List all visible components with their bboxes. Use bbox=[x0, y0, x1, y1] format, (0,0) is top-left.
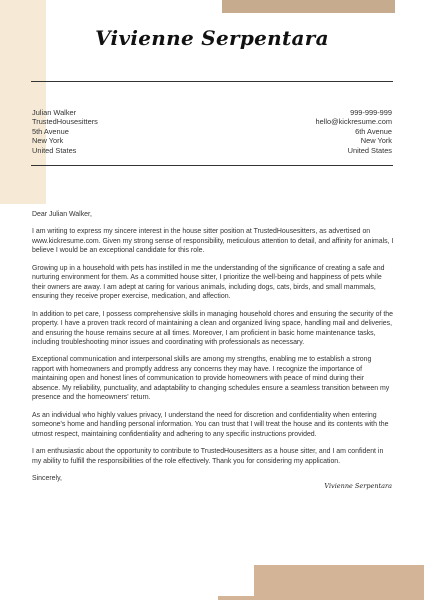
recipient-address bbox=[32, 108, 98, 155]
letter-paragraph: I am writing to express my sincere interest in the house sitter position at TrustedHousesitters, as advertised on www.kickresume.com. Given my strong sense of responsibility, meticulous attention to detail, and affinity for animals, I believe I would be an exceptional candidate for this role. bbox=[32, 228, 394, 255]
letter-paragraph: Exceptional communication and interpersonal skills are among my strengths, enabling me to establish a strong rapport with homeowners and promptly address any concerns they may have. I recognize the importance of maintaining open and honest lines of communication to provide homeowners with peace of mind during their absence. My reliability, punctuality, and adaptability to changing schedules ensure a seamless transition between my presence and the homeowners' return. bbox=[32, 356, 390, 402]
letter-paragraph: I am enthusiastic about the opportunity to contribute to TrustedHousesitters as a house sitter, and I am confident in my ability to fulfill the responsibilities of the role effectively. Thank you for considering my application. bbox=[32, 448, 384, 465]
sender-city: New York bbox=[360, 136, 392, 146]
recipient-company: TrustedHousesitters bbox=[32, 117, 98, 127]
signature: Vivienne Serpentara bbox=[324, 482, 392, 490]
sender-email: hello@kickresume.com bbox=[315, 117, 392, 127]
recipient-street: 5th Avenue bbox=[32, 126, 69, 136]
letter-greeting: Dear Julian Walker, bbox=[32, 211, 92, 218]
letter-paragraph: As an individual who highly values privacy, I understand the need for discretion and confidentiality when entering someone's home and handling personal information. You can trust that I will treat the house and its contents with the utmost respect, maintaining confidentiality and adhering to any specific instructions provided. bbox=[32, 411, 389, 438]
sender-phone: 999-999-999 bbox=[350, 108, 392, 117]
letter-paragraph: In addition to pet care, I possess comprehensive skills in managing household chores and ensuring the security of the property. I have a proven track record of maintaining a clean and organized living space, handling mail and deliveries, and ensuring the house remains secure at all times. Moreover, I am proficient in basic home maintenance tasks, including troubleshooting minor issues and coordinating with professionals as necessary. bbox=[32, 310, 393, 346]
sender-country: United States bbox=[347, 145, 392, 155]
sender-address bbox=[315, 108, 392, 155]
recipient-country: United States bbox=[32, 145, 77, 155]
divider-top bbox=[31, 81, 393, 82]
recipient-city: New York bbox=[32, 136, 64, 146]
applicant-name: Vivienne Serpentara bbox=[95, 26, 329, 50]
letter-paragraph: Growing up in a household with pets has instilled in me the understanding of the significance of creating a safe and nurturing environment for them. As a committed house sitter, I prioritize the well-being and happiness of pets while their owners are away. I am adept at caring for various animals, including dogs, cats, birds, and small mammals, ensuring they receive proper exercise, medication, and affection. bbox=[32, 264, 385, 301]
letter-closing: Sincerely, bbox=[32, 474, 62, 482]
decorative-bottom-strip bbox=[218, 596, 424, 600]
divider-bottom bbox=[31, 165, 393, 166]
decorative-top-bar bbox=[222, 0, 395, 13]
recipient-name: Julian Walker bbox=[32, 108, 77, 117]
letter-body bbox=[32, 210, 394, 491]
decorative-bottom-block bbox=[254, 565, 424, 600]
sender-street: 6th Avenue bbox=[355, 126, 392, 136]
